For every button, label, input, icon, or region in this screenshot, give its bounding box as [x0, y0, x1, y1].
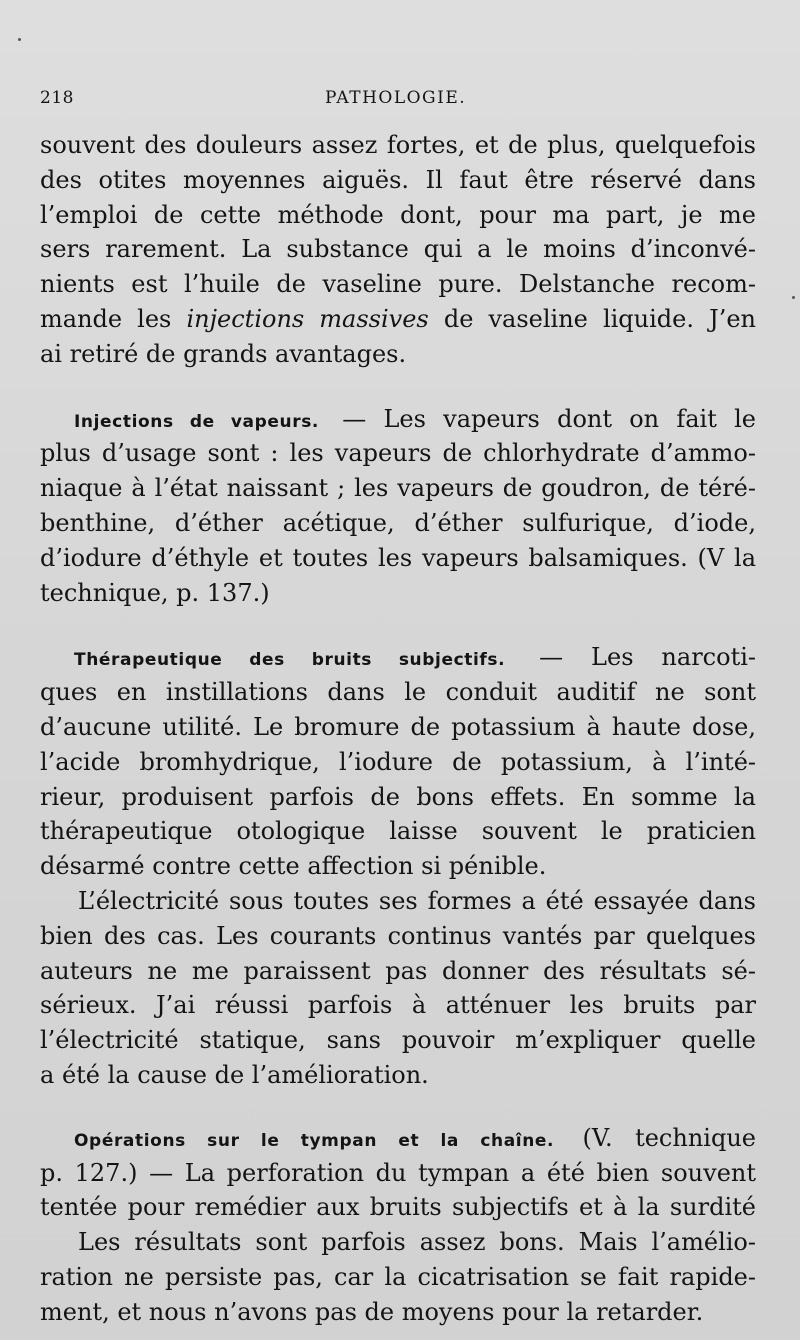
text-line: des otites moyennes aiguës. Il faut être réservé dans: [40, 165, 756, 194]
text-line: l’emploi de cette méthode dont, pour ma part, je me: [40, 200, 756, 229]
text-line: [40, 302, 756, 337]
text-line: rieur, produisent parfois de bons effets. En somme la: [40, 782, 756, 811]
text-line: benthine, d’éther acétique, d’éther sulfurique, d’iode,: [40, 508, 756, 537]
section-gap: [40, 610, 756, 640]
text-fragment: (V. technique: [582, 1123, 756, 1152]
section-lead-line: [40, 402, 756, 437]
running-head: PATHOLOGIE.: [325, 88, 467, 108]
body-text: [40, 128, 756, 1330]
text-line: ment, et nous n’avons pas de moyens pour la retarder.: [40, 1297, 704, 1326]
page-header: [40, 82, 760, 112]
text-line: L’électricité sous toutes ses formes a été essayée dans: [78, 886, 756, 915]
text-fragment: — Les narcoti-: [539, 643, 756, 672]
section-heading: Thérapeutique des bruits subjectifs.: [74, 650, 506, 671]
text-line: souvent des douleurs assez fortes, et de plus, quelquefois: [40, 131, 756, 159]
text-line: désarmé contre cette affection si pénible.: [40, 852, 547, 881]
text-line: sérieux. J’ai réussi parfois à atténuer les bruits par: [40, 991, 756, 1020]
text-line: l’électricité statique, sans pouvoir m’expliquer quelle: [40, 1026, 756, 1055]
text-line: d’aucune utilité. Le bromure de potassium à haute dose,: [40, 712, 756, 741]
text-fragment: mande les: [40, 304, 172, 333]
text-line: Les résultats sont parfois assez bons. Mais l’amélio-: [78, 1228, 756, 1257]
section-heading: Opérations sur le tympan et la chaîne.: [74, 1130, 555, 1151]
text-line: technique, p. 137.): [40, 578, 270, 607]
text-line: a été la cause de l’amélioration.: [40, 1060, 429, 1089]
page-number: 218: [40, 88, 74, 108]
text-line: ration ne persiste pas, car la cicatrisation se fait rapide-: [40, 1262, 756, 1291]
text-line: l’acide bromhydrique, l’iodure de potassium, à l’inté-: [40, 747, 756, 776]
text-line: d’iodure d’éthyle et toutes les vapeurs balsamiques. (V la: [40, 543, 756, 572]
text-fragment: de vaseline liquide. J’en: [443, 304, 756, 333]
text-line: nients est l’huile de vaseline pure. Delstanche recom-: [40, 270, 756, 299]
print-speck: [792, 296, 795, 299]
text-line: ai retiré de grands avantages.: [40, 339, 407, 368]
section-heading: Injections de vapeurs.: [74, 411, 319, 432]
print-speck: [18, 38, 21, 41]
text-line: thérapeutique otologique laisse souvent le praticien: [40, 817, 756, 846]
text-line: plus d’usage sont : les vapeurs de chlorhydrate d’ammo-: [40, 439, 756, 468]
section-gap: [40, 1093, 756, 1121]
section-lead-line: [40, 640, 756, 675]
text-fragment: — Les vapeurs dont on fait le: [342, 404, 756, 433]
text-line: bien des cas. Les courants continus vantés par quelques: [40, 921, 756, 950]
text-line: sers rarement. La substance qui a le moins d’inconvé-: [40, 235, 756, 264]
text-line: auteurs ne me paraissent pas donner des résultats sé-: [40, 956, 756, 985]
text-line: niaque à l’état naissant ; les vapeurs de goudron, de téré-: [40, 474, 756, 503]
text-line: ques en instillations dans le conduit auditif ne sont: [40, 678, 756, 707]
section-lead-line: [40, 1121, 756, 1156]
text-line: p. 127.) — La perforation du tympan a été bien souvent: [40, 1158, 756, 1187]
italic-term: injections massives: [186, 304, 429, 333]
section-gap: [40, 372, 756, 402]
text-line: tentée pour remédier aux bruits subjectifs et à la surdité: [40, 1193, 756, 1222]
